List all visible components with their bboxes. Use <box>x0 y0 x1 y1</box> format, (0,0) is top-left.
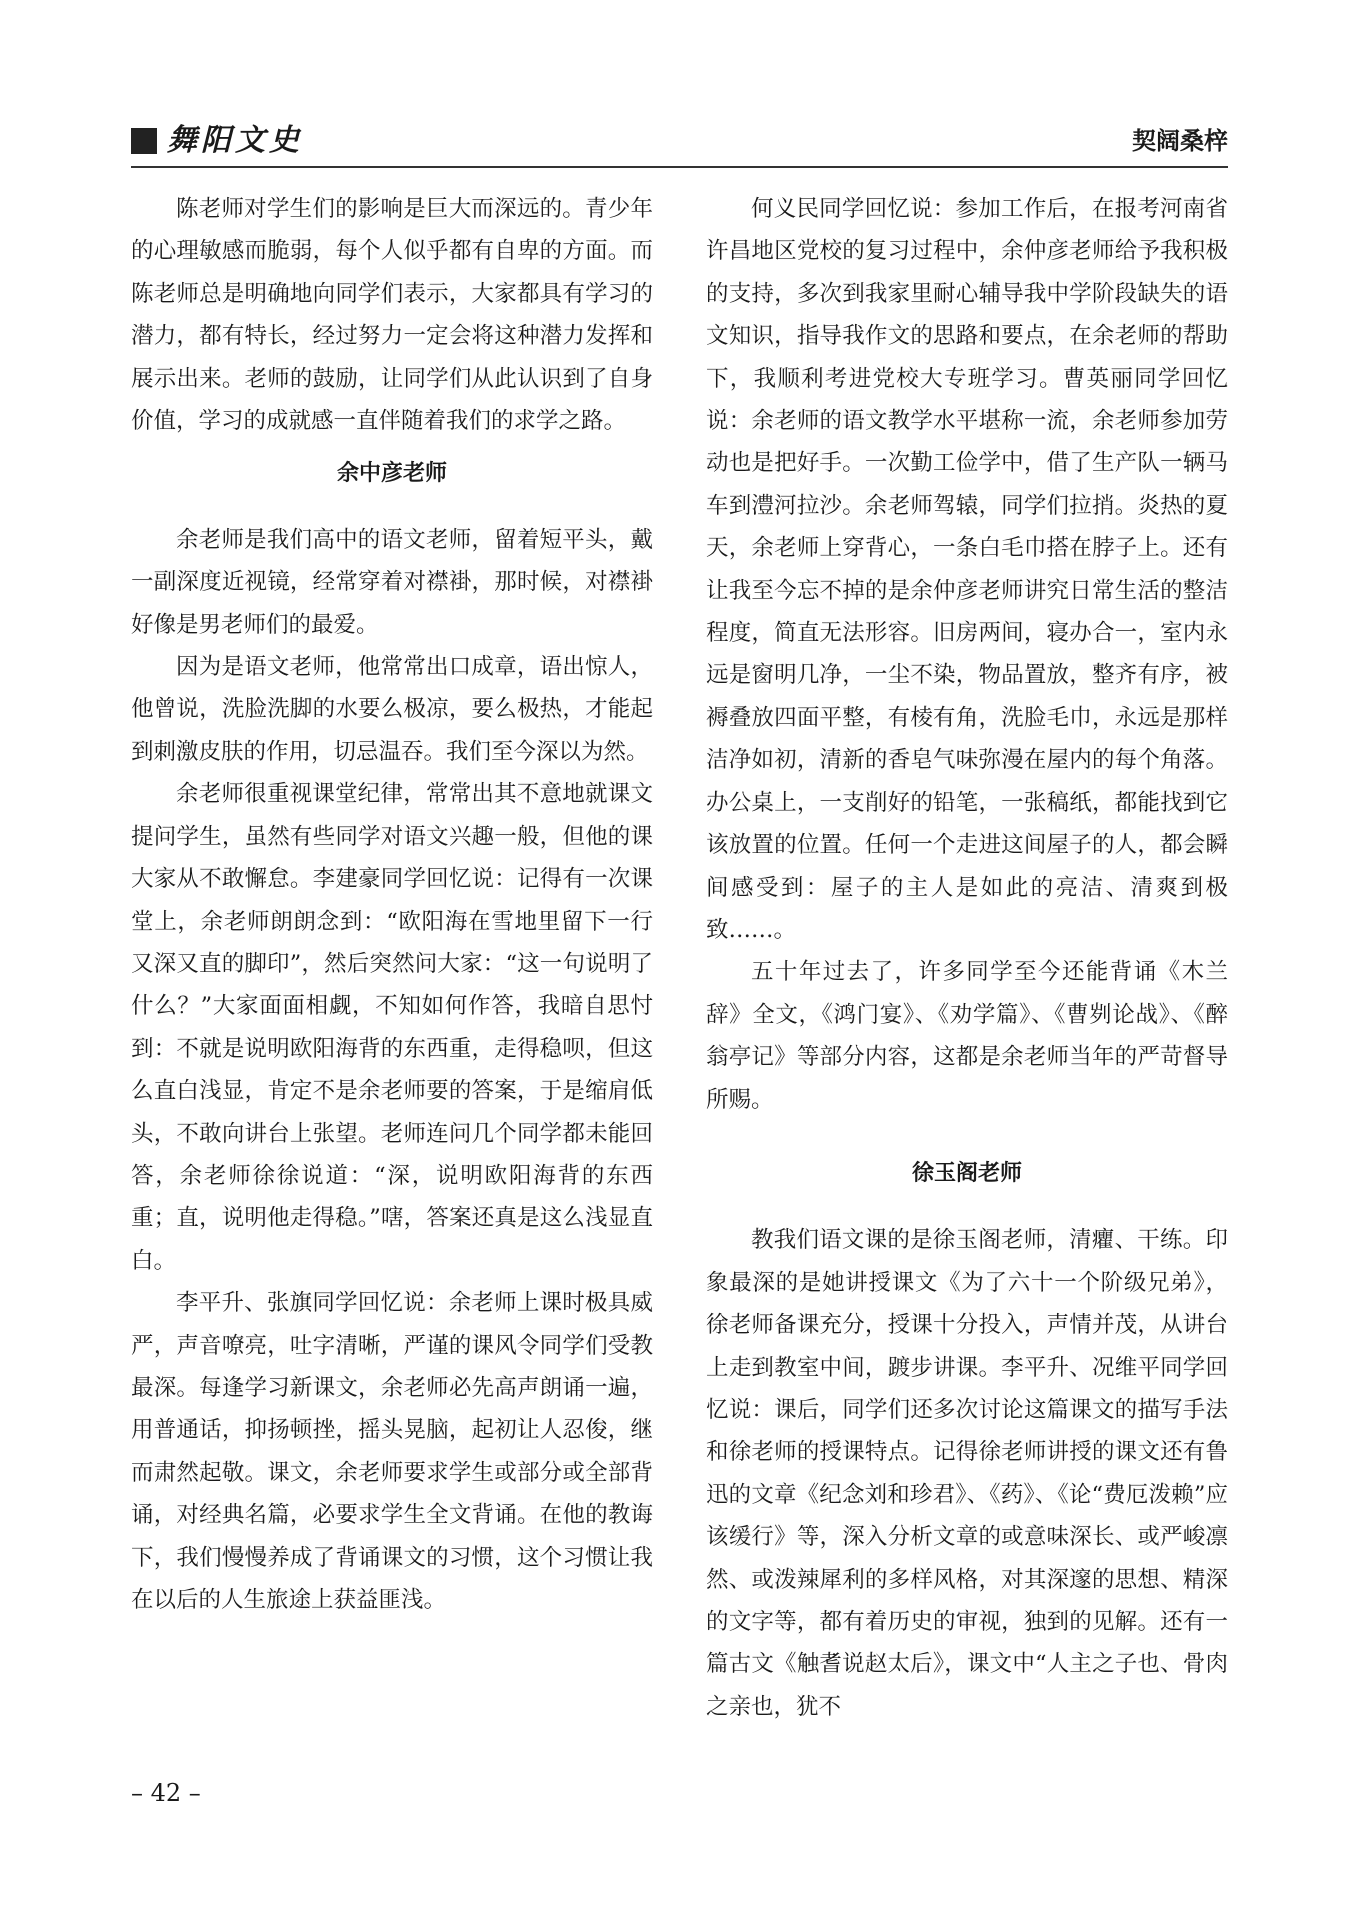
section-heading-xu: 徐玉阁老师 <box>911 1160 1022 1186</box>
paragraph: 陈老师对学生们的影响是巨大而深远的。青少年的心理敏感而脆弱，每个人似乎都有自卑的方面。而陈老师总是明确地向同学们表示，大家都具有学习的潜力，都有特长，经过努力一定会将这种潜力发挥和展示出来。老师的鼓励，让同学们从此认识到了自身价值，学习的成就感一直伴随着我们的求学之路。 <box>131 196 653 435</box>
header-square-mark <box>131 128 157 154</box>
right-column <box>706 188 1228 1728</box>
section-label: 契阔桑梓 <box>1132 127 1228 155</box>
page-header <box>131 118 1228 170</box>
section-heading-yu: 余中彦老师 <box>336 461 447 487</box>
left-column <box>131 188 653 1621</box>
paragraph: 何义民同学回忆说：参加工作后，在报考河南省许昌地区党校的复习过程中，余仲彦老师给予我积极的支持，多次到我家里耐心辅导我中学阶段缺失的语文知识，指导我作文的思路和要点，在余老师的帮助下，我顺利考进党校大专班学习。曹英丽同学回忆说：余老师的语文教学水平堪称一流，余老师参加劳动也是把好手。一次勤工俭学中，借了生产队一辆马车到澧河拉沙。余老师驾辕，同学们拉捎。炎热的夏天，余老师上穿背心，一条白毛巾搭在脖子上。还有让我至今忘不掉的是余仲彦老师讲究日常生活的整洁程度，简直无法形容。旧房两间，寝办合一，室内永远是窗明几净，一尘不染，物品置放，整齐有序，被褥叠放四面平整，有棱有角，洗脸毛巾，永远是那样洁净如初，清新的香皂气味弥漫在屋内的每个角落。办公桌上，一支削好的铅笔，一张稿纸，都能找到它该放置的位置。任何一个走进这间屋子的人，都会瞬间感受到：屋子的主人是如此的亮洁、清爽到极致……。 <box>706 196 1228 943</box>
paragraph: 五十年过去了，许多同学至今还能背诵《木兰辞》全文，《鸿门宴》、《劝学篇》、《曹刿论战》、《醉翁亭记》等部分内容，这都是余老师当年的严苛督导所赐。 <box>706 959 1228 1113</box>
paragraph: 余老师很重视课堂纪律，常常出其不意地就课文提问学生，虽然有些同学对语文兴趣一般，但他的课大家从不敢懈怠。李建豪同学回忆说：记得有一次课堂上，余老师朗朗念到：“欧阳海在雪地里留下一行又深又直的脚印”，然后突然问大家：“这一句说明了什么？”大家面面相觑，不知如何作答，我暗自思忖到：不就是说明欧阳海背的东西重，走得稳呗，但这么直白浅显，肯定不是余老师要的答案，于是缩肩低头，不敢向讲台上张望。老师连问几个同学都未能回答，余老师徐徐说道：“深，说明欧阳海背的东西重；直，说明他走得稳。”嗐，答案还真是这么浅显直白。 <box>131 781 653 1274</box>
page-number: – 42 – <box>131 1779 201 1807</box>
paragraph: 因为是语文老师，他常常出口成章，语出惊人，他曾说，洗脸洗脚的水要么极凉，要么极热，才能起到刺激皮肤的作用，切忌温吞。我们至今深以为然。 <box>131 654 653 765</box>
journal-title: 舞阳文史 <box>167 123 303 158</box>
header-rule <box>131 166 1228 168</box>
paragraph: 余老师是我们高中的语文老师，留着短平头，戴一副深度近视镜，经常穿着对襟褂，那时候，对襟褂好像是男老师们的最爱。 <box>131 526 653 638</box>
paragraph: 教我们语文课的是徐玉阁老师，清癯、干练。印象最深的是她讲授课文《为了六十一个阶级兄弟》，徐老师备课充分，授课十分投入，声情并茂，从讲台上走到教室中间，踱步讲课。李平升、况维平同学回忆说：课后，同学们还多次讨论这篇课文的描写手法和徐老师的授课特点。记得徐老师讲授的课文还有鲁迅的文章《纪念刘和珍君》、《药》、《论“费厄泼赖”应该缓行》等，深入分析文章的或意味深长、或严峻凛然、或泼辣犀利的多样风格，对其深邃的思想、精深的文字等，都有着历史的审视，独到的见解。还有一篇古文《触耆说赵太后》，课文中“人主之子也、骨肉之亲也，犹不 <box>706 1227 1228 1720</box>
paragraph: 李平升、张旗同学回忆说：余老师上课时极具威严，声音嘹亮，吐字清晰，严谨的课风令同学们受教最深。每逢学习新课文，余老师必先高声朗诵一遍，用普通话，抑扬顿挫，摇头晃脑，起初让人忍俊，继而肃然起敬。课文，余老师要求学生或部分或全部背诵，对经典名篇，必要求学生全文背诵。在他的教诲下，我们慢慢养成了背诵课文的习惯，这个习惯让我在以后的人生旅途上获益匪浅。 <box>131 1290 653 1613</box>
